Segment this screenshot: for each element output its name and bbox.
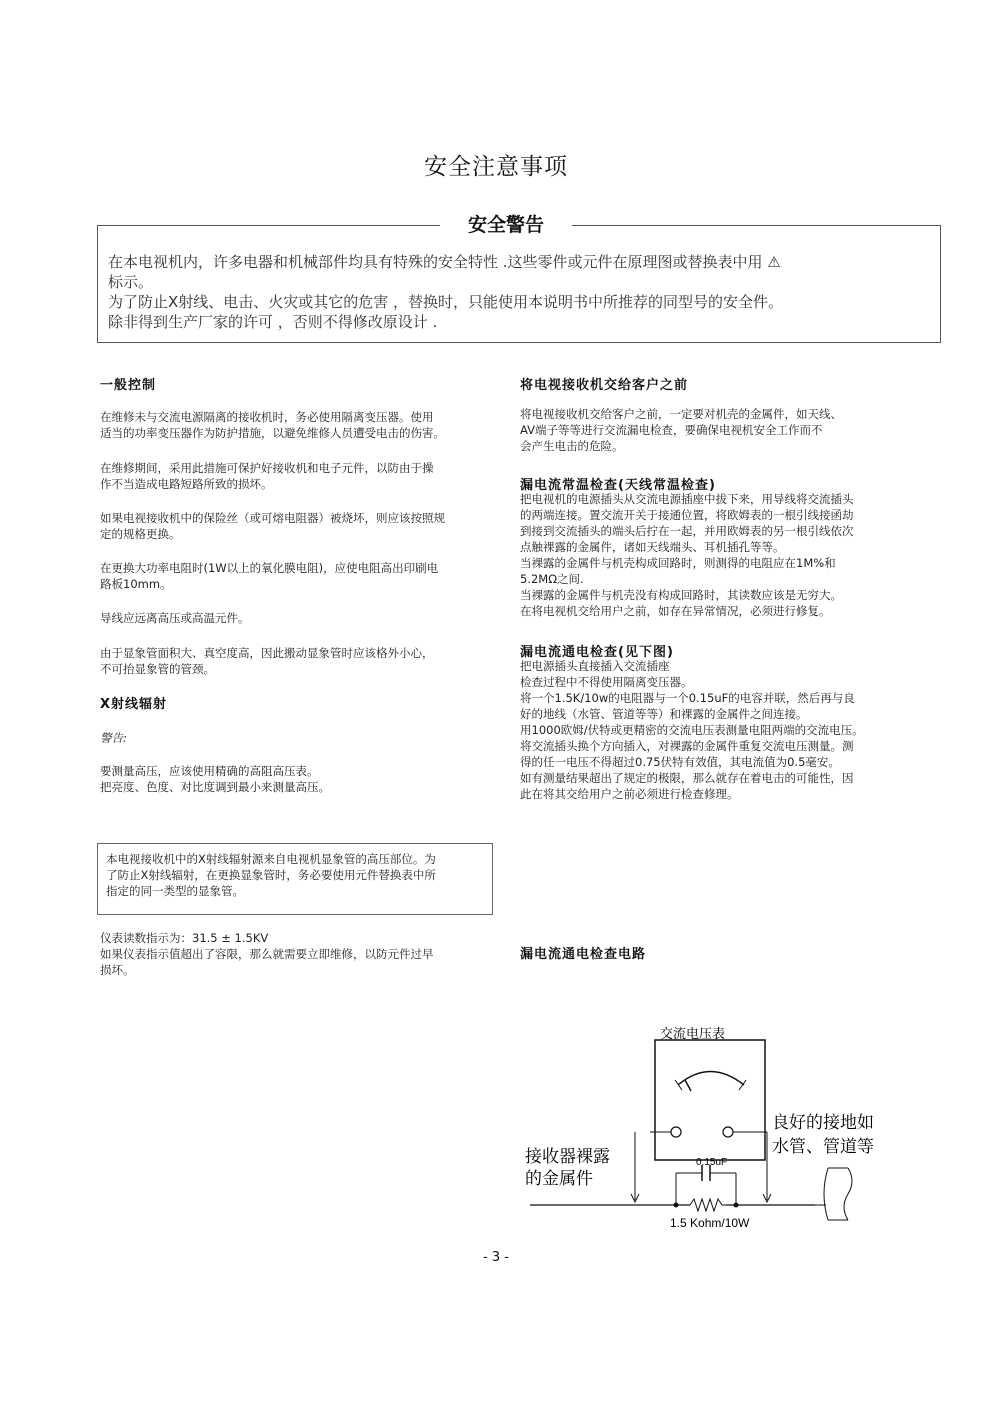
water-pipe-icon xyxy=(844,1168,852,1220)
text-line: AV端子等等进行交流漏电检查，要确保电视机安全工作而不 xyxy=(520,423,823,437)
text-line: 将电视接收机交给客户之前，一定要对机壳的金属件，如天线、 xyxy=(520,407,842,421)
exposed-metal-label: 的金属件 xyxy=(525,1169,593,1189)
text-line: 当裸露的金属件与机壳构成回路时，则测得的电阻应在1M%和 xyxy=(520,556,836,570)
text-line: 用1000欧姆/伏特或更精密的交流电压表测量电阻两端的交流电压。 xyxy=(520,723,864,737)
text-line: 将一个1.5K/10w的电阻器与一个0.15uF的电容并联，然后再与良 xyxy=(520,691,855,705)
meter-reading-text xyxy=(100,930,434,978)
warning-line: 为了防止X射线、电击、火灾或其它的危害 ，替换时，只能使用本说明书中所推荐的同型号的安全件。 xyxy=(108,293,784,311)
handover-text xyxy=(520,406,842,454)
text-line: 不可抬显象管的管颈。 xyxy=(100,662,215,676)
general-paragraph xyxy=(100,560,438,592)
meter-terminal-right xyxy=(723,1127,733,1137)
page-title: 安全注意事项 xyxy=(424,154,568,180)
text-line: 此在将其交给用户之前必须进行检查修理。 xyxy=(520,787,739,801)
xray-warning-label: 警告: xyxy=(100,731,127,745)
handover-heading: 将电视接收机交给客户之前 xyxy=(520,378,689,393)
hot-check-text xyxy=(520,658,864,802)
text-line: 定的规格更换。 xyxy=(100,527,181,541)
meter-terminal-left xyxy=(671,1127,681,1137)
text-line: 要测量高压，应该使用精确的高阻高压表。 xyxy=(100,764,319,778)
text-line: 指定的同一类型的显象管。 xyxy=(106,884,244,898)
general-paragraph xyxy=(100,460,434,492)
text-line: 将交流插头换个方向插入，对裸露的金属件重复交流电压测量。测 xyxy=(520,739,854,753)
junction-dot xyxy=(734,1203,739,1208)
text-line: 在维修期间，采用此措施可保护好接收机和电子元件，以防由于操 xyxy=(100,461,434,475)
voltmeter-label: 交流电压表 xyxy=(660,1027,726,1042)
xray-heading: X射线辐射 xyxy=(100,697,168,712)
text-line: 把亮度、色度、对比度调到最小来测量高压。 xyxy=(100,780,330,794)
general-paragraph xyxy=(100,610,250,626)
text-line: 作不当造成电路短路所致的损坏。 xyxy=(100,477,273,491)
text-line: 在维修未与交流电源隔离的接收机时，务必使用隔离变压器。使用 xyxy=(100,410,434,424)
hot-check-heading: 漏电流通电检查(见下图) xyxy=(520,645,674,660)
good-ground-label: 水管、管道等 xyxy=(772,1137,874,1157)
text-line: 检查过程中不得使用隔离变压器。 xyxy=(520,675,693,689)
text-line: 到接到交流插头的端头后拧在一起，并用欧姆表的另一根引线依次 xyxy=(520,524,854,538)
ac-voltmeter-box xyxy=(655,1040,765,1160)
text-line: 仪表读数指示为：31.5 ± 1.5KV xyxy=(100,931,269,945)
leakage-test-circuit-diagram xyxy=(510,1010,930,1235)
text-line: 如有测量结果超出了规定的极限，那么就存在着电击的可能性，因 xyxy=(520,771,854,785)
text-line: 点触裸露的金属件，诸如天线端头、耳机插孔等等。 xyxy=(520,540,785,554)
text-line: 把电源插头直接插入交流插座 xyxy=(520,659,670,673)
general-paragraph xyxy=(100,409,445,441)
text-line: 会产生电击的危险。 xyxy=(520,439,624,453)
exposed-metal-label: 接收器裸露 xyxy=(525,1147,610,1167)
cold-check-text xyxy=(520,491,854,619)
text-line: 在将电视机交给用户之前，如存在异常情况，必须进行修复。 xyxy=(520,604,831,618)
text-line: 如果电视接收机中的保险丝（或可熔电阻器）被烧坏，则应该按照规 xyxy=(100,511,445,525)
text-line: 的两端连接。置交流开关于接通位置，将欧姆表的一根引线接函劫 xyxy=(520,508,854,522)
text-line: 路板10mm。 xyxy=(100,577,172,591)
general-paragraph xyxy=(100,510,445,542)
xray-text xyxy=(100,763,330,795)
text-line: 由于显象管面积大、真空度高，因此搬动显象管时应该格外小心， xyxy=(100,646,434,660)
warning-line: 在本电视机内，许多电器和机械部件均具有特殊的安全特性 .这些零件或元件在原理图或替换表中用 ⚠ xyxy=(108,253,781,271)
text-line: 把电视机的电源插头从交流电源插座中拔下来，用导线将交流插头 xyxy=(520,492,854,506)
safety-warning-title: 安全警告 xyxy=(440,210,572,237)
text-line: 导线应远离高压或高温元件。 xyxy=(100,611,250,625)
text-line: 好的地线（水管、管道等等）和裸露的金属件之间连接。 xyxy=(520,707,808,721)
text-line: 如果仪表指示值超出了容限，那么就需要立即维修，以防元件过早 xyxy=(100,947,434,961)
text-line: 在更换大功率电阻时(1W以上的氧化膜电阻)，应使电阻高出印刷电 xyxy=(100,561,439,575)
page-number: - 3 - xyxy=(483,1250,509,1265)
warning-line: 标示。 xyxy=(108,273,154,291)
text-line: 本电视接收机中的X射线辐射源来自电视机显象管的高压部位。为 xyxy=(106,852,436,866)
xray-note-box xyxy=(97,843,493,915)
text-line: 损坏。 xyxy=(100,963,135,977)
general-control-heading: 一般控制 xyxy=(100,378,157,393)
general-paragraph xyxy=(100,645,434,677)
capacitor-label: 0.15uF xyxy=(696,1157,728,1168)
text-line: 当裸露的金属件与机壳没有构成回路时，其读数应该是无穷大。 xyxy=(520,588,842,602)
cold-check-heading: 漏电流常温检查(天线常温检查) xyxy=(520,478,716,493)
warning-line: 除非得到生产厂家的许可 ，否则不得修改原设计 . xyxy=(108,313,438,331)
water-pipe-icon xyxy=(824,1168,828,1220)
resistor-label: 1.5 Kohm/10W xyxy=(670,1216,750,1230)
text-line: 适当的功率变压器作为防护措施，以避免维修人员遭受电击的伤害。 xyxy=(100,426,445,440)
circuit-heading: 漏电流通电检查电路 xyxy=(520,947,647,962)
safety-warning-box xyxy=(97,225,941,343)
text-line: 得的任一电压不得超过0.75伏特有效值，其电流值为0.5毫安。 xyxy=(520,755,840,769)
good-ground-label: 良好的接地如 xyxy=(772,1113,874,1133)
text-line: 了防止X射线辐射，在更换显象管时，务必要使用元件替换表中所 xyxy=(106,868,436,882)
junction-dot xyxy=(674,1203,679,1208)
text-line: 5.2MΩ之间. xyxy=(520,572,584,586)
